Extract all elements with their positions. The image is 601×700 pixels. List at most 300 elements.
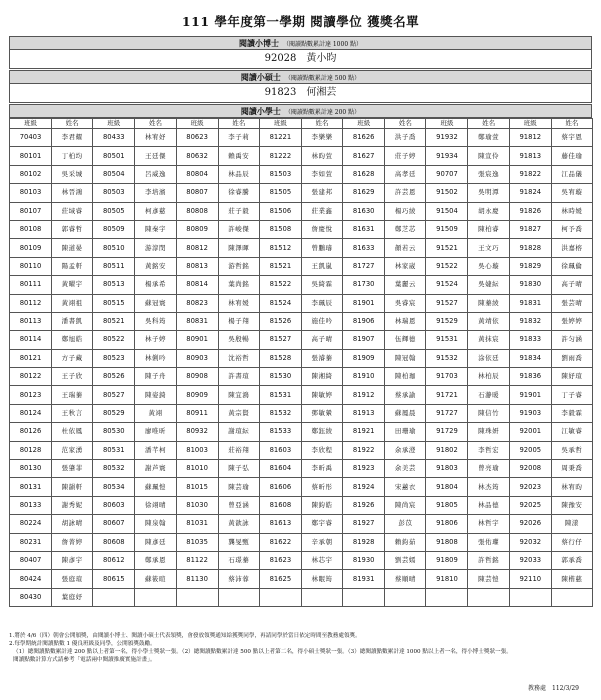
notes [9, 632, 592, 664]
student-name-cell: 許匀涵 [551, 331, 592, 349]
student-name-cell: 許芸恩 [385, 184, 426, 202]
student-name-cell: 黃翊 [135, 404, 176, 422]
student-name-cell: 周秉喬 [551, 460, 592, 478]
class-id-cell: 91832 [509, 312, 551, 330]
class-id-cell: 80813 [176, 257, 218, 275]
student-name-cell: 林宥昀 [551, 478, 592, 496]
class-id-cell: 81506 [259, 202, 301, 220]
class-id-cell: 80511 [93, 257, 135, 275]
class-id-cell: 91524 [426, 276, 468, 294]
student-name-cell: 張庭瑄 [52, 570, 93, 588]
student-name-cell: 丁子睿 [551, 386, 592, 404]
student-name-cell: 黃銘安 [135, 257, 176, 275]
class-id-cell: 81930 [343, 551, 385, 569]
student-name-cell: 李昕禹 [301, 460, 342, 478]
student-name-cell: 胡詠晴 [52, 515, 93, 533]
class-id-cell: 91834 [509, 349, 551, 367]
student-name-cell: 林家崴 [385, 257, 426, 275]
student-name-cell: 賴鈞茹 [385, 533, 426, 551]
class-id-cell: 81628 [343, 165, 385, 183]
class-id-cell: 81524 [259, 294, 301, 312]
student-name-cell [468, 588, 509, 606]
student-name-cell: 陳澤暉 [218, 239, 259, 257]
student-name-cell: 楊子翔 [218, 312, 259, 330]
student-name-cell: 陳秦宇 [135, 220, 176, 238]
student-name-cell: 許哲銘 [468, 551, 509, 569]
student-name-cell: 陳蓁綾 [468, 294, 509, 312]
class-id-cell: 80615 [93, 570, 135, 588]
student-name-cell: 郭承喬 [551, 551, 592, 569]
class-id-cell: 80224 [10, 515, 52, 533]
class-id-cell: 80513 [93, 276, 135, 294]
student-name-cell: 吳明潭 [468, 184, 509, 202]
student-name-cell: 游哲銘 [218, 257, 259, 275]
page-title: 111 學年度第一學期 閱讀學位 獲獎名單 [181, 14, 420, 29]
class-id-cell: 81730 [343, 276, 385, 294]
table-row [10, 386, 593, 404]
class-id-cell: 80102 [10, 165, 52, 183]
class-id-cell: 81627 [343, 147, 385, 165]
class-id-cell: 81630 [343, 202, 385, 220]
class-id-cell: 80908 [176, 368, 218, 386]
student-name-cell: 陳信竹 [468, 404, 509, 422]
student-name-cell: 黃曜宇 [52, 276, 93, 294]
student-name-cell: 徐睿騰 [218, 184, 259, 202]
class-id-cell: 81527 [259, 331, 301, 349]
class-id-cell: 81508 [259, 220, 301, 238]
student-name-cell: 蔡宇恩 [551, 129, 592, 147]
class-id-cell: 80530 [93, 423, 135, 441]
student-name-cell: 李培濱 [135, 184, 176, 202]
student-name-cell: 王秋言 [52, 404, 93, 422]
student-name-cell: 黃抹宸 [468, 331, 509, 349]
class-id-cell [259, 588, 301, 606]
student-name-cell: 丁柏均 [52, 147, 93, 165]
student-name-cell: 江敏睿 [551, 423, 592, 441]
class-id-cell: 91522 [426, 257, 468, 275]
student-name-cell: 陳泉翰 [135, 515, 176, 533]
table-row [10, 368, 593, 386]
student-name-cell: 余承澄 [385, 441, 426, 459]
class-id-cell: 91502 [426, 184, 468, 202]
class-id-cell: 80607 [93, 515, 135, 533]
class-id-cell [426, 588, 468, 606]
class-id-cell: 80808 [176, 202, 218, 220]
class-id-cell: 91805 [426, 496, 468, 514]
class-id-cell: 81604 [259, 460, 301, 478]
bachelor-note: （閱讀點數累計達 200 點） [284, 109, 361, 116]
student-name-cell: 陳尚宸 [385, 496, 426, 514]
class-id-cell: 91827 [509, 220, 551, 238]
student-name-cell: 陳宣伶 [468, 147, 509, 165]
class-id-cell: 80133 [10, 496, 52, 514]
class-id-cell: 80521 [93, 312, 135, 330]
student-name-cell: 王文巧 [468, 239, 509, 257]
class-id-cell: 91727 [426, 404, 468, 422]
class-id-cell: 81629 [343, 184, 385, 202]
student-name-cell: 楊巧綾 [385, 202, 426, 220]
table-row [10, 404, 593, 422]
student-name-cell: 楊承希 [135, 276, 176, 294]
student-name-cell: 李君耀 [52, 129, 93, 147]
student-name-cell: 王廷傑 [135, 147, 176, 165]
class-id-cell: 81622 [259, 533, 301, 551]
class-id-cell: 80111 [10, 276, 52, 294]
table-row [10, 331, 593, 349]
class-id-cell [343, 588, 385, 606]
student-name-cell: 陳彥廷 [135, 533, 176, 551]
class-id-cell: 81906 [343, 312, 385, 330]
student-name-cell: 張建邦 [301, 184, 342, 202]
class-id-cell: 81522 [259, 276, 301, 294]
class-id-cell: 80113 [10, 312, 52, 330]
class-id-cell: 81913 [343, 404, 385, 422]
class-id-cell: 91521 [426, 239, 468, 257]
master-label: 閱讀小碩士 [240, 72, 281, 82]
student-name-cell: 陳妤瑄 [551, 368, 592, 386]
table-row [10, 312, 593, 330]
student-name-cell: 吳科筠 [135, 312, 176, 330]
class-id-cell: 81901 [343, 294, 385, 312]
student-name-cell: 陳芸瑜 [218, 478, 259, 496]
class-id-cell: 81613 [259, 515, 301, 533]
class-id-cell: 80109 [10, 239, 52, 257]
class-id-cell: 80623 [176, 129, 218, 147]
column-header-id: 班級 [509, 119, 551, 129]
class-id-cell: 81533 [259, 423, 301, 441]
class-id-cell: 81221 [259, 129, 301, 147]
class-id-cell: 80123 [10, 386, 52, 404]
class-id-cell: 80424 [10, 570, 52, 588]
class-id-cell: 91529 [426, 312, 468, 330]
student-name-cell: 蔡昕彤 [301, 478, 342, 496]
student-name-cell: 徐珮倫 [551, 257, 592, 275]
student-name-cell: 高孝廷 [385, 165, 426, 183]
table-row [10, 239, 593, 257]
student-name-cell: 蔡行仔 [551, 533, 592, 551]
student-name-cell: 陳漾 [551, 515, 592, 533]
class-id-cell: 81909 [343, 349, 385, 367]
student-name-cell: 蔡沛蓉 [218, 570, 259, 588]
class-id-cell: 80122 [10, 368, 52, 386]
student-name-cell: 王凱嵐 [301, 257, 342, 275]
class-id-cell: 80107 [10, 202, 52, 220]
student-name-cell: 石璟蓁 [218, 551, 259, 569]
student-name-cell [301, 588, 342, 606]
class-id-cell [93, 588, 135, 606]
class-id-cell: 91903 [509, 404, 551, 422]
student-name-cell: 呂威逸 [135, 165, 176, 183]
class-id-cell: 81608 [259, 496, 301, 514]
student-name-cell: 藤佳瑜 [551, 147, 592, 165]
class-id-cell: 80612 [93, 551, 135, 569]
student-name-cell: 鄭芝芯 [385, 220, 426, 238]
student-name-cell: 辛承朝 [301, 533, 342, 551]
class-id-cell: 80108 [10, 220, 52, 238]
bachelor-section [9, 104, 592, 607]
student-name-cell: 鄭宇睿 [301, 515, 342, 533]
winner-name: 黃小昀 [306, 53, 337, 64]
class-id-cell: 91812 [509, 129, 551, 147]
winner-name: 何湘芸 [306, 87, 337, 98]
class-id-cell: 92025 [509, 496, 551, 514]
class-id-cell: 91531 [426, 331, 468, 349]
student-name-cell: 陳敏婷 [301, 386, 342, 404]
column-header-name: 姓名 [468, 119, 509, 129]
class-id-cell: 81931 [343, 570, 385, 588]
class-id-cell: 80504 [93, 165, 135, 183]
table-row [10, 147, 593, 165]
student-name-cell: 葉麗云 [385, 276, 426, 294]
student-name-cell: 賴禹安 [218, 147, 259, 165]
class-id-cell: 80527 [93, 386, 135, 404]
student-name-cell: 林哲宇 [468, 515, 509, 533]
class-id-cell: 91703 [426, 368, 468, 386]
class-id-cell: 81727 [343, 257, 385, 275]
class-id-cell: 80124 [10, 404, 52, 422]
class-id-cell: 80831 [176, 312, 218, 330]
class-id-cell: 81505 [259, 184, 301, 202]
note-line: 2.每學期統計閱讀點數 1 優良班級及同學，公開頒獎鼓勵。 [9, 641, 156, 647]
student-name-cell: 吳殷暢 [218, 331, 259, 349]
student-name-cell: 伍輝德 [385, 331, 426, 349]
master-section [9, 70, 592, 103]
class-id-cell: 80903 [176, 349, 218, 367]
class-id-cell: 92023 [509, 478, 551, 496]
class-id-cell: 80608 [93, 533, 135, 551]
table-row [10, 533, 593, 551]
student-name-cell: 劉雨喬 [551, 349, 592, 367]
student-name-cell: 林瑞恩 [385, 312, 426, 330]
class-id-cell: 80121 [10, 349, 52, 367]
class-id-cell: 92001 [509, 423, 551, 441]
student-name-cell: 林芯宇 [301, 551, 342, 569]
student-name-cell [551, 588, 592, 606]
class-id-cell: 91806 [426, 515, 468, 533]
class-id-cell: 81912 [343, 386, 385, 404]
student-name-cell: 陳彥宇 [52, 551, 93, 569]
class-id-cell: 80407 [10, 551, 52, 569]
student-name-cell: 高子晴 [301, 331, 342, 349]
student-name-cell: 林昀萱 [301, 147, 342, 165]
bachelor-table [9, 118, 593, 607]
student-name-cell: 李子莉 [218, 129, 259, 147]
student-name-cell: 杜依鳳 [52, 423, 93, 441]
class-id-cell: 91729 [426, 423, 468, 441]
bachelor-label: 閱讀小學士 [240, 106, 281, 116]
student-name-cell: 林俐吟 [135, 349, 176, 367]
table-row [10, 496, 593, 514]
class-id-cell: 80532 [93, 460, 135, 478]
class-id-cell: 80128 [10, 441, 52, 459]
table-row [10, 551, 593, 569]
student-name-cell: 彭苡 [385, 515, 426, 533]
student-name-cell: 吳綺霖 [301, 276, 342, 294]
table-row [10, 570, 593, 588]
class-id-cell: 81035 [176, 533, 218, 551]
student-name-cell: 林柏辰 [468, 368, 509, 386]
student-name-cell: 陳湘綺 [301, 368, 342, 386]
student-name-cell: 許書瑄 [218, 368, 259, 386]
student-name-cell: 陳珠妍 [468, 423, 509, 441]
student-name-cell: 曾鵬璿 [301, 239, 342, 257]
student-name-cell: 游淳閔 [135, 239, 176, 257]
note-line: 1.將於 4/6（四）朝會公開頒獎，由閱讀小博士、閱讀小碩士代表領獎，會發放領獎通知給獲獎同學，再請同學於當日依定時間至教務處領獎。 [9, 633, 361, 639]
student-name-cell: 黃翊祖 [52, 294, 93, 312]
student-name-cell: 李珮辰 [301, 294, 342, 312]
table-row [10, 129, 593, 147]
class-id-cell: 91810 [426, 570, 468, 588]
class-id-cell: 81528 [259, 349, 301, 367]
student-name-cell: 鄭鈺綾 [301, 423, 342, 441]
student-name-cell: 陳柏睿 [468, 220, 509, 238]
student-name-cell: 陳鈞皓 [301, 496, 342, 514]
student-name-cell: 林晉鴻 [52, 184, 93, 202]
class-id-cell: 80809 [176, 220, 218, 238]
student-name-cell: 王瑞蓁 [52, 386, 93, 404]
student-name-cell: 吳承哲 [551, 441, 592, 459]
table-row [10, 202, 593, 220]
class-id-cell: 80430 [10, 588, 52, 606]
table-row [10, 184, 593, 202]
student-name-cell: 江品儀 [551, 165, 592, 183]
student-name-cell: 蘇鳳晨 [385, 404, 426, 422]
student-name-cell: 廖唯昕 [135, 423, 176, 441]
class-id-cell: 91822 [509, 165, 551, 183]
class-id-cell [176, 588, 218, 606]
footer-date: 教務處 112/3/29 [528, 685, 579, 692]
class-id-cell: 92033 [509, 551, 551, 569]
student-name-cell: 鄭旭皓 [52, 331, 93, 349]
student-name-cell: 陳豫安 [551, 496, 592, 514]
student-name-cell: 陳韻軒 [52, 478, 93, 496]
student-name-cell: 詹慶悅 [301, 220, 342, 238]
student-name-cell: 張肇菲 [52, 460, 93, 478]
class-id-cell: 81907 [343, 331, 385, 349]
table-row [10, 423, 593, 441]
student-name-cell: 王子欣 [52, 368, 93, 386]
student-name-cell: 陽孟軒 [52, 257, 93, 275]
column-header-name: 姓名 [385, 119, 426, 129]
table-row [10, 276, 593, 294]
class-id-cell: 80632 [176, 147, 218, 165]
student-name-cell: 林子婷 [135, 331, 176, 349]
student-name-cell [385, 588, 426, 606]
student-name-cell: 張濬蓁 [301, 349, 342, 367]
column-header-name: 姓名 [551, 119, 592, 129]
student-name-cell: 莊業鑫 [301, 202, 342, 220]
student-name-cell: 蔡順晴 [385, 570, 426, 588]
student-name-cell: 葉庭妤 [52, 588, 93, 606]
student-name-cell: 黃宗賢 [218, 404, 259, 422]
student-name-cell: 林眠筠 [301, 570, 342, 588]
student-name-cell: 張佑瓘 [468, 533, 509, 551]
class-id-cell: 91809 [426, 551, 468, 569]
class-id-cell: 80112 [10, 294, 52, 312]
student-name-cell: 范家湧 [52, 441, 93, 459]
table-row [10, 515, 593, 533]
table-row [10, 441, 593, 459]
class-id-cell: 80603 [93, 496, 135, 514]
student-name-cell: 柯彥慈 [135, 202, 176, 220]
column-header-name: 姓名 [135, 119, 176, 129]
table-row [10, 257, 593, 275]
class-id-cell: 80503 [93, 184, 135, 202]
class-id-cell: 80932 [176, 423, 218, 441]
table-header-row [10, 119, 593, 129]
student-name-cell: 莊域睿 [52, 202, 93, 220]
class-id-cell: 92026 [509, 515, 551, 533]
class-id-cell: 91831 [509, 294, 551, 312]
doctor-section [9, 36, 592, 69]
student-name-cell: 陳芸愷 [468, 570, 509, 588]
table-row [10, 220, 593, 238]
master-header [9, 70, 592, 84]
student-name-cell: 陳楷慈 [551, 570, 592, 588]
student-name-cell: 洪子喬 [385, 129, 426, 147]
student-name-cell: 陳冠翰 [385, 349, 426, 367]
class-id-cell: 91829 [509, 257, 551, 275]
class-id-cell: 80812 [176, 239, 218, 257]
student-name-cell: 吳睿宸 [385, 294, 426, 312]
class-id-cell: 80231 [10, 533, 52, 551]
class-id-cell: 81521 [259, 257, 301, 275]
student-name-cell: 莊子毅 [218, 202, 259, 220]
class-id-cell: 81625 [259, 570, 301, 588]
class-id-cell: 81003 [176, 441, 218, 459]
class-id-cell: 81921 [343, 423, 385, 441]
student-name-cell: 宋蕙衣 [385, 478, 426, 496]
class-id-cell: 81910 [343, 368, 385, 386]
class-id-cell: 90707 [426, 165, 468, 183]
class-id-cell: 80526 [93, 368, 135, 386]
class-id-cell: 80433 [93, 129, 135, 147]
student-name-cell: 黃歆詠 [218, 515, 259, 533]
class-id-cell: 80823 [176, 294, 218, 312]
class-id-cell: 91901 [509, 386, 551, 404]
student-name-cell: 柯予喬 [551, 220, 592, 238]
student-name-cell: 曾亞涵 [218, 496, 259, 514]
table-row [10, 294, 593, 312]
class-id-cell: 80110 [10, 257, 52, 275]
class-id-cell: 80509 [93, 220, 135, 238]
column-header-id: 班級 [426, 119, 468, 129]
class-id-cell: 81526 [259, 312, 301, 330]
class-id-cell: 80515 [93, 294, 135, 312]
student-name-cell: 余美芸 [385, 460, 426, 478]
bachelor-header [9, 104, 592, 118]
class-id-cell: 91813 [509, 147, 551, 165]
class-id-cell: 92110 [509, 570, 551, 588]
student-name-cell: 曾亮瑜 [468, 460, 509, 478]
student-name-cell: 李如萱 [301, 165, 342, 183]
student-name-cell: 李哲宏 [468, 441, 509, 459]
student-name-cell: 謝秀妮 [52, 496, 93, 514]
column-header-id: 班級 [343, 119, 385, 129]
student-name-cell: 莊裕翔 [218, 441, 259, 459]
class-id-cell: 80114 [10, 331, 52, 349]
student-name-cell: 陳道晏 [52, 239, 93, 257]
student-name-cell [135, 588, 176, 606]
column-header-id: 班級 [176, 119, 218, 129]
student-name-cell: 高子晴 [551, 276, 592, 294]
student-name-cell: 張婷婷 [551, 312, 592, 330]
class-id-cell: 91803 [426, 460, 468, 478]
winner-id: 92028 [264, 53, 297, 64]
student-name-cell: 李欣程 [301, 441, 342, 459]
class-id-cell: 80501 [93, 147, 135, 165]
student-name-cell: 謝瑄紜 [218, 423, 259, 441]
